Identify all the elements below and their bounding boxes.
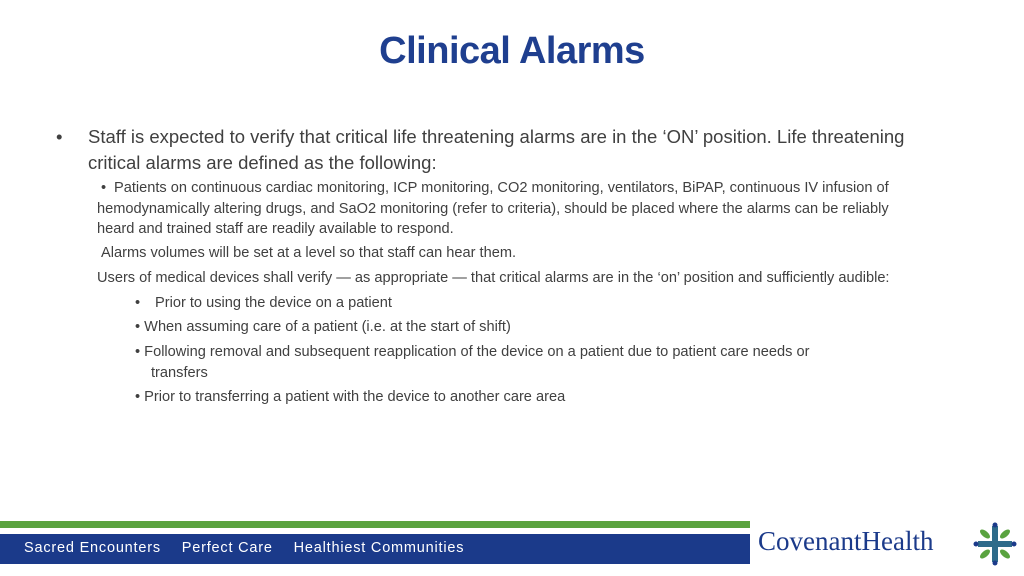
sub-bullet-1-line-3: heard and trained staff are readily available to respond. xyxy=(97,221,454,237)
item-3-line-2: transfers xyxy=(151,365,208,381)
covenant-health-logo-text: CovenantHealth xyxy=(758,526,934,556)
sub-bullet-2: Alarms volumes will be set at a level so that staff can hear them. xyxy=(101,245,517,261)
tagline-healthiest-communities: Healthiest Communities xyxy=(293,540,465,556)
item-4: • Prior to transferring a patient with the device to another care area xyxy=(135,389,566,405)
main-bullet-line-2: critical alarms are defined as the following: xyxy=(88,152,437,173)
item-2: • When assuming care of a patient (i.e. at the start of shift) xyxy=(135,319,511,335)
page-title: Clinical Alarms xyxy=(379,30,645,72)
sub-bullet-marker: • xyxy=(101,180,107,196)
main-bullet-line-1: Staff is expected to verify that critical life threatening alarms are in the ‘ON’ position. Life threatening xyxy=(88,126,905,147)
tagline-sacred-encounters: Sacred Encounters xyxy=(24,540,161,556)
sub-bullet-3: Users of medical devices shall verify — as appropriate — that critical alarms are in the ‘on’ position and sufficiently audible: xyxy=(97,270,890,286)
footer-tagline xyxy=(24,540,480,556)
cross-leaves-icon xyxy=(970,522,1020,566)
item-3-line-1: • Following removal and subsequent reapplication of the device on a patient due to patient care needs or xyxy=(135,344,810,360)
tagline-perfect-care: Perfect Care xyxy=(181,540,273,556)
sub-bullet-1-line-2: hemodynamically altering drugs, and SaO2 monitoring (refer to criteria), should be placed where the alarms can be reliably xyxy=(97,201,889,217)
footer-green-stripe xyxy=(0,521,750,528)
item-1: Prior to using the device on a patient xyxy=(155,295,392,311)
item-bullet-marker: • xyxy=(135,295,141,311)
bullet-marker: • xyxy=(56,126,63,147)
sub-bullet-1-line-1: Patients on continuous cardiac monitoring, ICP monitoring, CO2 monitoring, ventilators, BiPAP, continuous IV infusion of xyxy=(114,180,889,196)
